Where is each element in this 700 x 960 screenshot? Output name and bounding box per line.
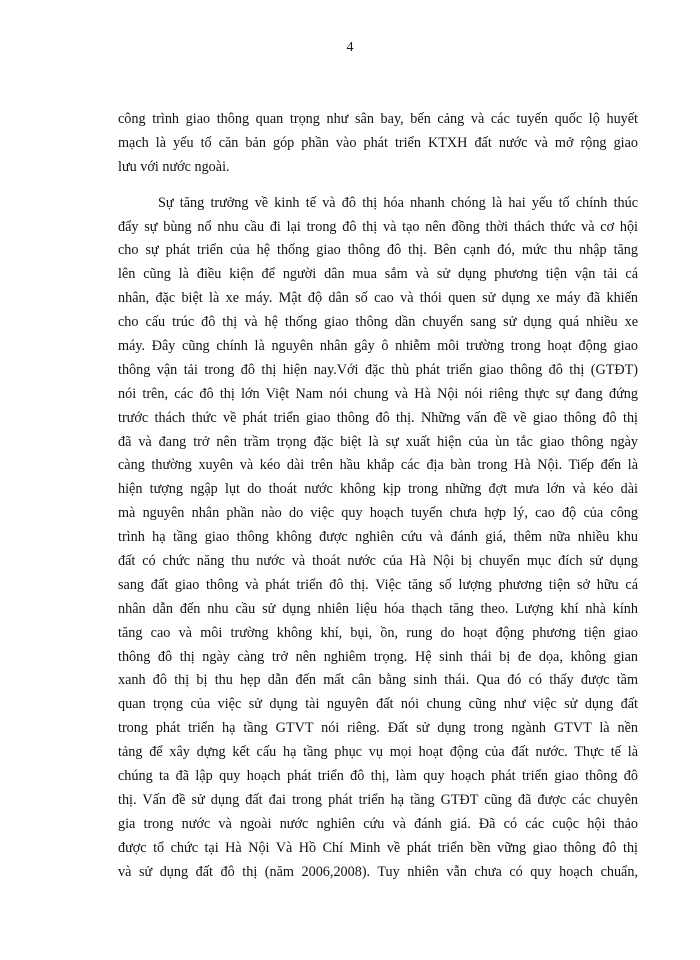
text-line: mạch là yếu tố căn bản góp phần vào phát triển KTXH đất nước và mở rộng giao	[118, 134, 638, 151]
text-line: trình hạ tầng giao thông không được nghiên cứu và đánh giá, thêm nữa nhiều khu	[118, 529, 638, 546]
text-line: công trình giao thông quan trọng như sân bay, bến cảng và các tuyến quốc lộ huyết	[118, 111, 638, 127]
text-line: máy. Đây cũng chính là nguyên nhân gây ô nhiễm môi trường trong hoạt động giao	[118, 338, 638, 355]
text-line: trước thách thức về phát triển giao thông đô thị. Những vấn đề về giao thông đô thị	[118, 409, 638, 426]
text-line: quan trọng của việc sử dụng tài nguyên đất nói chung cũng như việc sử dụng đất	[118, 696, 638, 713]
text-line: nhân dẫn đến nhu cầu sử dụng nhiên liệu hóa thạch tăng theo. Lượng khí nhà kính	[118, 600, 638, 617]
text-line: đất có chức năng thu nước và thoát nước của Hà Nội bị chuyển mục đích sử dụng	[118, 553, 638, 570]
text-line: cho cấu trúc đô thị và hệ thống giao thông dần chuyển sang sử dụng quá nhiều xe	[118, 314, 638, 331]
text-line: đẩy sự bùng nổ nhu cầu đi lại trong đô thị và tạo nên đồng thời thách thức và cơ hội	[118, 218, 638, 235]
text-line: mà nguyên nhân phần nào do việc quy hoạch tuyến chưa hợp lý, cao độ của công	[118, 505, 638, 522]
text-line: thông đô thị ngày càng trở nên nghiêm trọng. Hệ sinh thái bị đe dọa, không gian	[118, 648, 638, 665]
text-line: thị. Vấn đề sử dụng đất đai trong phát triển hạ tầng GTĐT cũng đã được các chuyên	[118, 791, 638, 808]
text-line: đã và đang trở nên trầm trọng đặc biệt là sự xuất hiện của ùn tắc giao thông ngày	[118, 433, 638, 450]
text-line: hiện tượng ngập lụt do thoát nước không kịp trong những đợt mưa lớn và kéo dài	[118, 481, 638, 498]
text-line: sang đất giao thông và phát triển đô thị. Việc tăng số lượng phương tiện sở hữu cá	[118, 576, 638, 593]
text-line: tảng để xây dựng kết cấu hạ tầng phục vụ mọi hoạt động của đất nước. Thực tế là	[118, 744, 638, 761]
text-line: cho sự phát triển của hệ thống giao thông đô thị. Bên cạnh đó, mức thu nhập tăng	[118, 242, 638, 259]
text-line: lưu với nước ngoài.	[118, 158, 230, 175]
text-line: gia trong nước và ngoài nước nghiên cứu và đánh giá. Đã có các cuộc hội thảo	[118, 815, 638, 832]
text-line: tăng cao và môi trường không khí, bụi, ồn, rung do hoạt động phương tiện giao	[118, 624, 638, 641]
paragraph-1	[118, 108, 638, 180]
page-number: 4	[346, 40, 354, 55]
paragraph-gap	[118, 180, 638, 192]
text-line: và sử dụng đất đô thị (năm 2006,2008). Tuy nhiên vẫn chưa có quy hoạch chuẩn,	[118, 863, 638, 880]
text-line: trong phát triển hạ tầng GTVT nói riêng. Đất sử dụng trong ngành GTVT là nền	[118, 720, 638, 737]
text-line: Sự tăng trưởng về kinh tế và đô thị hóa nhanh chóng là hai yếu tố chính thúc	[158, 194, 638, 211]
text-line: chúng ta đã lập quy hoạch phát triển đô thị, làm quy hoạch phát triển giao thông đô	[118, 768, 638, 785]
text-line: nói trên, các đô thị lớn Việt Nam nói chung và Hà Nội nói riêng thực sự đang đứng	[118, 385, 638, 402]
text-line: xanh đô thị bị thu hẹp dẫn đến mất cân bằng sinh thái. Qua đó có thấy được tầm	[118, 672, 638, 689]
text-line: thông vận tải trong đô thị hiện nay.Với đặc thù phát triển giao thông đô thị (GTĐT)	[118, 361, 638, 378]
text-line: càng thường xuyên và kéo dài trên hầu khắp các địa bàn trong Hà Nội. Tiếp đến là	[118, 457, 638, 474]
text-line: nhân, đặc biệt là xe máy. Mật độ dân số cao và thói quen sử dụng xe máy đã khiến	[118, 290, 638, 307]
document-body	[118, 108, 638, 885]
text-line: lên cũng là điều kiện để người dân mua sắm và sử dụng phương tiện vận tải cá	[118, 266, 638, 283]
text-line: được tổ chức tại Hà Nội Và Hồ Chí Minh về phát triển bền vững giao thông đô thị	[118, 839, 638, 856]
paragraph-2	[118, 192, 638, 885]
